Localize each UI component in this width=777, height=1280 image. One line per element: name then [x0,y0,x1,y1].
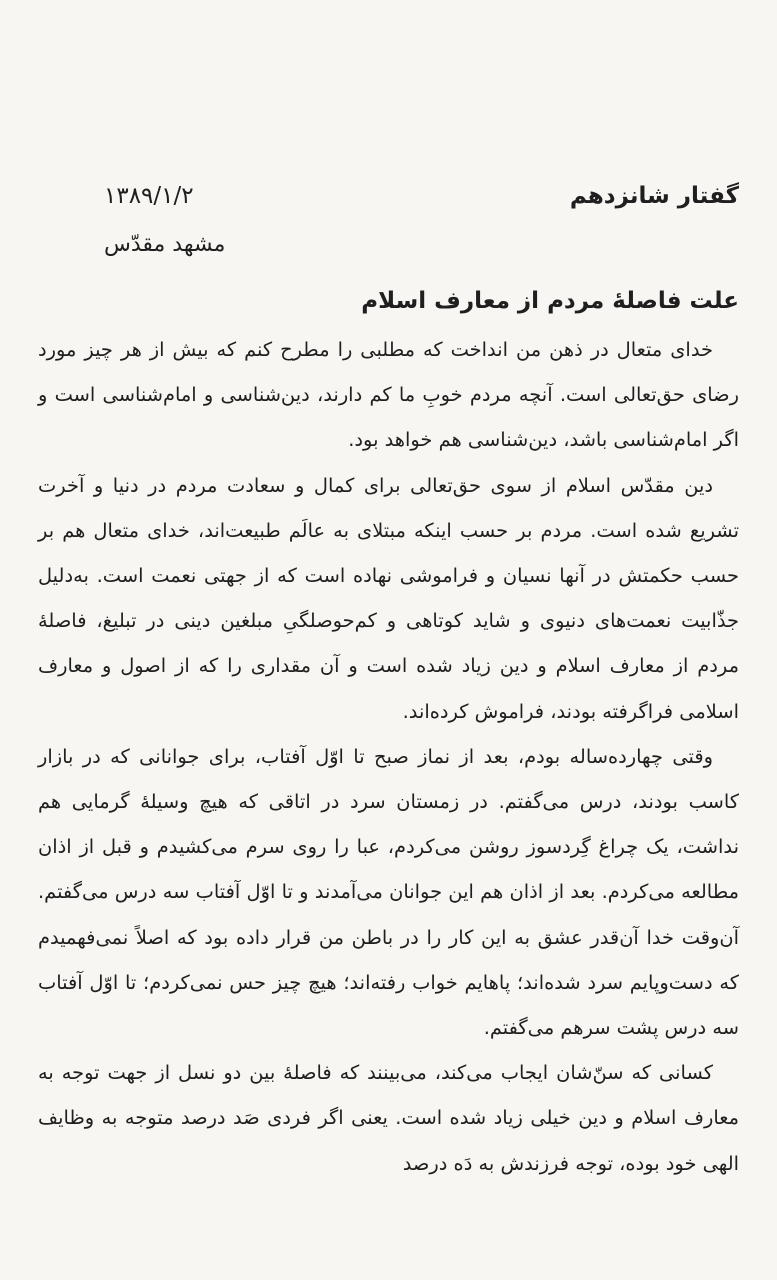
paragraph: خدای متعال در ذهن من انداخت که مطلبی را مطرح کنم که بیش از هر چیز مورد رضای حق‌تعالی است. آنچه مردم خوبِ ما کم دارند، دین‌شناسی و امام‌شناسی است و اگر امام‌شناسی باشد، دین‌شناسی هم خواهد بود. [38,338,739,452]
paragraph: وقتی چهارده‌ساله بودم، بعد از نماز صبح تا اوّل آفتاب، برای جوانانی که در بازار کاسب بودند، درس می‌گفتم. در زمستان سرد در اتاقی که هیچ وسیلهٔ گرمایی هم نداشت، یک چراغ گِردسوز روشن می‌کردم، عبا را روی سرم می‌کشیدم و قبل از اذان مطالعه می‌کردم. بعد از اذان هم این جوانان می‌آمدند و تا اوّل آفتاب سه درس می‌گفتم. آن‌وقت خدا آن‌قدر عشق به این کار را در باطن من قرار داده بود که اصلاً نمی‌فهمیدم که دست‌وپایم سرد شده‌اند؛ پاهایم خواب رفته‌اند؛ هیچ چیز حس نمی‌کردم؛ تا اوّل آفتاب سه درس پشت سرهم می‌گفتم. [38,744,739,1040]
paragraph: کسانی که سنّ‌شان ایجاب می‌کند، می‌بینند که فاصلهٔ بین دو نسل از جهت توجه به معارف اسلام و دین خیلی زیاد شده است. یعنی اگر فردی صَد درصد متوجه به وظایف الهی خود بوده، توجه فرزندش به دَه درصد [38,1061,739,1175]
lecture-date: ۱۳۸۹/۱/۲ [104,183,194,209]
chapter-title: گفتار شانزدهم [569,183,739,209]
lecture-place: مشهد مقدّس [104,232,226,257]
paragraph: دین مقدّس اسلام از سوی حق‌تعالی برای کمال و سعادت مردم در دنیا و آخرت تشریع شده است. مردم بر حسب اینکه مبتلای به عالَم طبیعت‌اند، خدای متعال هم بر حسب حکمتش در آنها نسیان و فراموشی نهاده است که از جهتی نعمت است. به‌دلیل جذّابیت نعمت‌های دنیوی و شاید کوتاهی و کم‌حوصلگیِ مبلغین دینی در تبلیغ، فاصلهٔ مردم از معارف اسلام و دین زیاد شده است و آن مقداری را که از اصول و معارف اسلامی فراگرفته بودند، فراموش کرده‌اند. [38,473,739,723]
section-heading: علت فاصلهٔ مردم از معارف اسلام [361,288,739,314]
body-text [38,327,739,1186]
